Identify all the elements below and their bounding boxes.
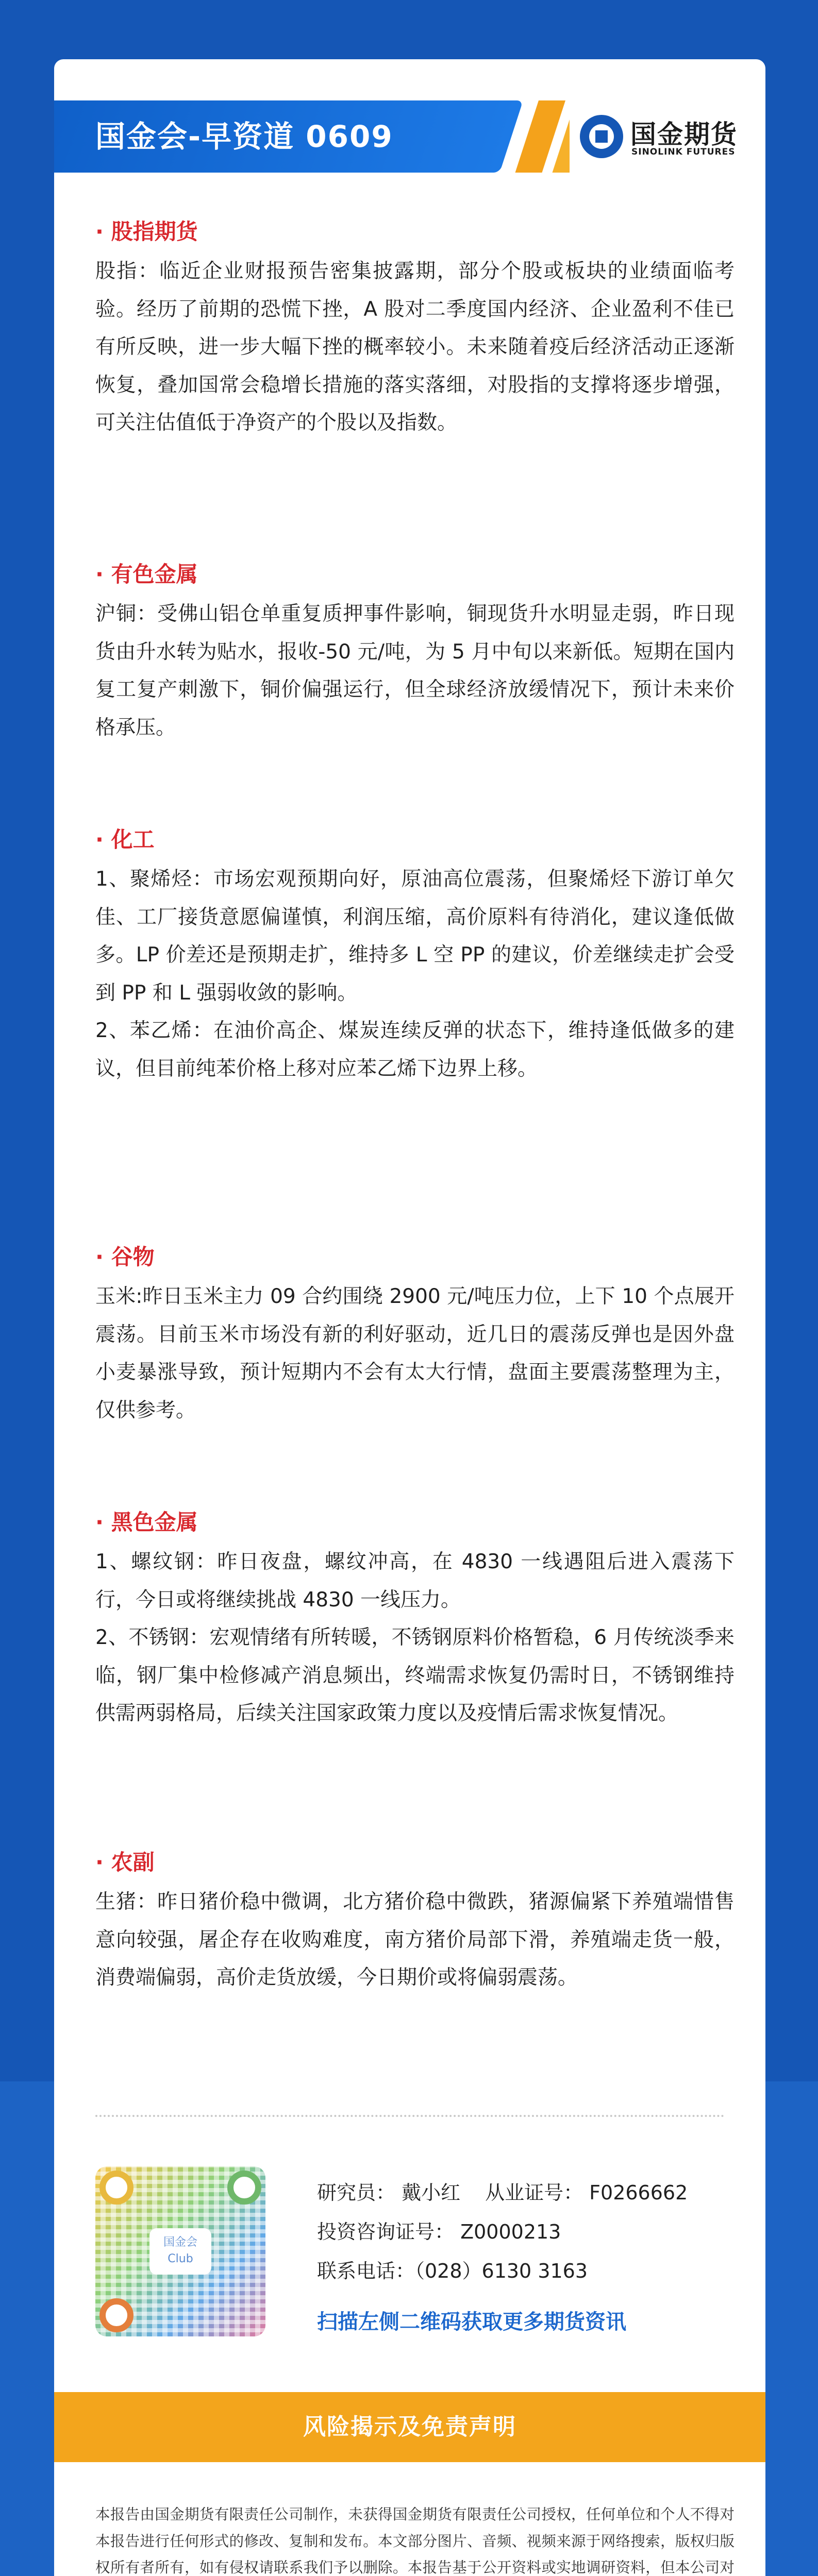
qr-call-to-action: 扫描左侧二维码获取更多期货资讯 — [317, 2310, 626, 2334]
section-title: · 有色金属 — [95, 562, 198, 587]
section-chemicals — [95, 824, 734, 1088]
qr-finder-icon — [99, 2171, 133, 2205]
section-paragraph: 股指：临近企业财报预告密集披露期，部分个股或板块的业绩面临考验。经历了前期的恐慌下挫，A 股对二季度国内经济、企业盈利不佳已有所反映，进一步大幅下挫的概率较小。未来随着疫后经济活动正逐渐恢复，叠加国常会稳增长措施的落实落细，对股指的支撑将逐步增强，可关注估值低于净资产的个股以及指数。 — [95, 260, 734, 434]
section-ferrous-metals — [95, 1507, 734, 1733]
researcher-name: 研究员： 戴小红 — [317, 2181, 461, 2204]
section-paragraph: 生猪：昨日猪价稳中微调，北方猪价稳中微跌，猪源偏紧下养殖端惜售意向较强，屠企存在收购难度，南方猪价局部下滑，养殖端走货一般，消费端偏弱，高价走货放缓，今日期价或将偏弱震荡。 — [95, 1890, 734, 1989]
company-logo-en: SINOLINK FUTURES — [631, 147, 736, 157]
qr-center-label — [149, 2228, 211, 2275]
report-header — [54, 100, 765, 173]
section-title: · 股指期货 — [95, 219, 198, 244]
consult-license: 投资咨询证号： Z0000213 — [317, 2221, 561, 2243]
section-paragraph: 玉米:昨日玉米主力 09 合约围绕 2900 元/吨压力位，上下 10 个点展开震荡。目前玉米市场没有新的利好驱动，近几日的震荡反弹也是因外盘小麦暴涨导致，预计短期内不会有太大行情，盘面主要震荡整理为主，仅供参考。 — [95, 1285, 734, 1422]
section-stock-index-futures — [95, 216, 734, 442]
contact-line-researcher — [317, 2177, 750, 2205]
section-title: · 黑色金属 — [95, 1510, 198, 1535]
section-paragraph: 2、不锈钢：宏观情绪有所转暖，不锈钢原料价格暂稳，6 月传统淡季来临，钢厂集中检修减产消息频出，终端需求恢复仍需时日，不锈钢维持供需两弱格局，后续关注国家政策力度以及疫情后需求恢复情况。 — [95, 1626, 734, 1725]
qr-finder-icon — [99, 2298, 133, 2332]
qr-code[interactable] — [95, 2166, 265, 2336]
dotted-divider — [95, 2115, 724, 2117]
company-logo — [570, 100, 765, 173]
report-title: 国金会-早资道 0609 — [95, 119, 393, 154]
qr-finder-icon — [227, 2171, 261, 2205]
section-title: · 谷物 — [95, 1244, 155, 1269]
section-grains — [95, 1242, 734, 1429]
section-agricultural — [95, 1847, 734, 1997]
section-paragraph: 1、聚烯烃：市场宏观预期向好，原油高位震荡，但聚烯烃下游订单欠佳、工厂接货意愿偏谨慎，利润压缩，高价原料有待消化，建议逢低做多。LP 价差还是预期走扩，维持多 L 空 PP 的建议，价差继续走扩会受到 PP 和 L 强弱收敛的影响。 — [95, 868, 734, 1005]
company-logo-icon — [580, 115, 623, 158]
section-title: · 农副 — [95, 1850, 155, 1875]
license-number: 从业证号： F0266662 — [485, 2181, 688, 2204]
section-title: · 化工 — [95, 827, 155, 852]
qr-center-line2: Club — [168, 2252, 193, 2265]
report-card — [54, 59, 765, 2576]
risk-disclosure-title: 风险揭示及免责声明 — [303, 2414, 516, 2440]
section-paragraph: 1、螺纹钢：昨日夜盘，螺纹冲高，在 4830 一线遇阻后进入震荡下行，今日或将继续挑战 4830 一线压力。 — [95, 1550, 734, 1612]
section-nonferrous-metals — [95, 559, 734, 747]
risk-disclosure-banner — [54, 2392, 765, 2462]
contact-phone: 联系电话：（028）6130 3163 — [317, 2260, 588, 2282]
section-paragraph: 沪铜：受佛山铝仓单重复质押事件影响，铜现货升水明显走弱，昨日现货由升水转为贴水，报收-50 元/吨，为 5 月中旬以来新低。短期在国内复工复产刺激下，铜价偏强运行，但全球经济放缓情况下，预计未来价格承压。 — [95, 602, 734, 739]
company-logo-cn: 国金期货 — [630, 120, 738, 149]
disclaimer-text: 本报告由国金期货有限责任公司制作，未获得国金期货有限责任公司授权，任何单位和个人不得对本报告进行任何形式的修改、复制和发布。本文部分图片、音频、视频来源于网络搜索，版权归版权所有者所有，如有侵权请联系我们予以删除。本报告基于公开资料或实地调研资料，但本公司对 — [95, 2506, 734, 2576]
section-paragraph: 2、苯乙烯：在油价高企、煤炭连续反弹的状态下，维持逢低做多的建议，但目前纯苯价格上移对应苯乙烯下边界上移。 — [95, 1019, 734, 1080]
qr-center-line1: 国金会 — [163, 2236, 197, 2249]
